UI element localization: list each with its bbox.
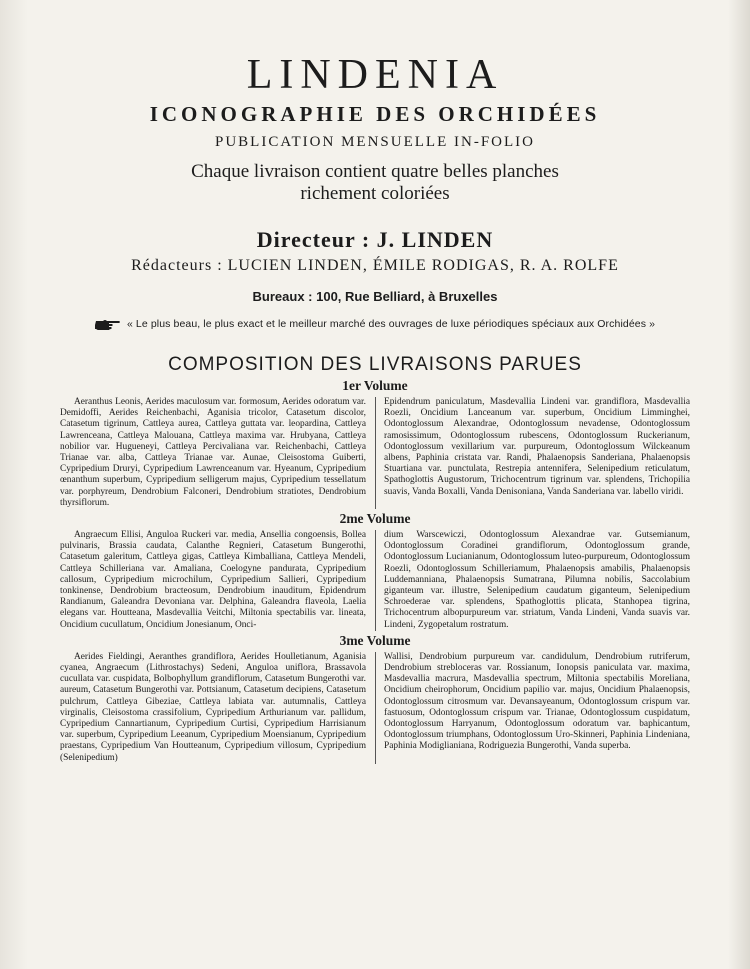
journal-subtitle: ICONOGRAPHIE DES ORCHIDÉES <box>149 102 601 126</box>
volume-1-left-text: Aeranthus Leonis, Aerides maculosum var. formosum, Aerides odoratum var. Demidoffi, Aerides Reichenbachi, Aganisia tricolor, Catasetum discolor, Catasetum tigrinum, Cattleya aurea, Cattleya guttata var. leopardina, Cattleya Lawrenceana, Cattleya Malouana, Cattleya maxima var. Hrubyana, Cattleya nobilior var. Hugueneyi, Cattleya Percivaliana var. Reichenbachi, Cattleya Trianae var. alba, Cattleya Trianae var. Aunae, Cleisostoma Guiberti, Cypripedium Druryi, Cypripedium Lawrenceanum var. Hyeanum, Cypripedium œnanthum superbum, Cypripedium selligerum majus, Cypripedium tessellatum var. porphyreum, Dendrobium Falconeri, Dendrobium stratiotes, Dendrobium thyrsiflorum. <box>60 397 366 508</box>
volume-2 <box>60 511 690 631</box>
volume-1-heading: 1er Volume <box>342 378 408 393</box>
volume-1-left-column <box>60 397 366 509</box>
volume-3-heading: 3me Volume <box>339 632 411 648</box>
volume-2-heading: 2me Volume <box>339 511 411 527</box>
volume-3-right-text: Wallisi, Dendrobium purpureum var. candidulum, Dendrobium rutriferum, Dendrobium strebloceras var. Rossianum, Ionopsis paniculata var. maxima, Masdevallia macrura, Masdevallia spectrum, Miltonia spectabilis Moreliana, Oncidium cheirophorum, Oncidium papilio var. majus, Oncidium Phalaenopsis, Odontoglossum citrosmum var. Devansayeanum, Odontoglossum crispum var. fastuosum, Odontoglossum crispum var. Trianae, Odontoglossum cuspidatum, Odontoglossum Harryanum, Odontoglossum odoratum var. baphicantum, Odontoglossum triumphans, Odontoglossum Uro-Skinneri, Paphinia Lindeniana, Paphinia Modiglianiana, Rodriguezia Bungerothi, Vanda superba. <box>384 651 690 752</box>
volume-1 <box>60 378 690 509</box>
pointing-hand-icon <box>95 318 121 330</box>
document-page <box>60 52 690 764</box>
volume-1-right-column <box>384 397 690 509</box>
volume-3-right-column <box>384 652 690 764</box>
volume-3-columns <box>60 652 690 764</box>
tagline <box>60 318 690 330</box>
description-line-1: Chaque livraison contient quatre belles planches <box>191 161 559 182</box>
scan-shadow-right <box>728 0 750 969</box>
volume-1-right-text: Epidendrum paniculatum, Masdevallia Lindeni var. grandiflora, Masdevallia Roezli, Oncidium Lanceanum var. superbum, Oncidium Limminghei, Odontoglossum Alexandrae, Odontoglossum nevadense, Odontoglossum ramosissimum, Odontoglossum rubescens, Odontoglossum Ruckerianum, Odontoglossum vexillarium var. purpureum, Odontoglossum Wilckeanum albens, Paphinia cristata var. Randi, Phalaenopsis Sanderiana, Phalaenopsis Stuartiana var. punctulata, Restrepia antennifera, Selenipedium reticulatum, Spathoglottis Augustorum, Trichocentrum tigrinum var. splendens, Trichopilia suavis, Vanda Boxalli, Vanda Denisoniana, Vanda Sanderiana var. labello viridi. <box>384 397 690 497</box>
composition-heading: COMPOSITION DES LIVRAISONS PARUES <box>168 354 582 375</box>
editors-line: Rédacteurs : LUCIEN LINDEN, ÉMILE RODIGAS, R. A. ROLFE <box>131 257 619 274</box>
volume-3-left-column <box>60 652 366 764</box>
volume-2-columns <box>60 530 690 631</box>
description-line-2: richement coloriées <box>300 183 450 204</box>
volume-2-left-column <box>60 530 366 631</box>
publication-line: PUBLICATION MENSUELLE IN-FOLIO <box>215 134 535 150</box>
volume-3-left-text: Aerides Fieldingi, Aeranthes grandiflora, Aerides Houlletianum, Aganisia cyanea, Angraecum (Lithrostachys) Sedeni, Anguloa uniflora, Brassavola cucullata var. cuspidata, Bolbophyllum grandiflorum, Catasetum Bungerothi var. aureum, Catasetum Bungerothi var. Pottsianum, Catasetum decipiens, Catasetum pulchrum, Cattleya Gibeziae, Cattleya labiata var. autumnalis, Cattleya virginalis, Cleisostoma crassifolium, Cypripedium Arthurianum var. pallidum, Cypripedium Cannartianum, Cypripedium Curtisi, Cypripedium Harrisianum var. superbum, Cypripedium Leeanum, Cypripedium Moensianum, Cypripedium praestans, Cypripedium Van Houtteanum, Cypripedium villosum, Cypripedium (Selenipedium) <box>60 651 366 763</box>
volume-1-columns <box>60 397 690 509</box>
journal-title: LINDENIA <box>246 52 504 98</box>
director-line: Directeur : J. LINDEN <box>256 227 494 252</box>
volume-2-right-column <box>384 530 690 631</box>
office-address: Bureaux : 100, Rue Belliard, à Bruxelles <box>252 289 498 304</box>
volume-2-right-text: dium Warscewiczi, Odontoglossum Alexandrae var. Gutsemianum, Odontoglossum Coradinei grandiflorum, Odontoglossum grande, Odontoglossum Lucianianum, Odontoglossum luteo-purpureum, Odontoglossum Roezli, Odontoglossum Schilleriamum, Phalaenopsis amabilis, Phalaenopsis Luddemanniana, Phalaenopsis Sumatrana, Pilumna nobilis, Saccolabium giganteum var. illustre, Selenipedium caudatum giganteum, Selenipedium Schroederae var. splendens, Spathoglottis plicata, Stanhopea tigrina, Trichocentrum albopurpureum var. striatum, Vanda Lindeni, Vanda suavis var. Lindeni, Zygopetalum rostratum. <box>384 530 690 630</box>
description-block <box>60 161 690 205</box>
volume-3 <box>60 633 690 764</box>
scan-shadow-left <box>0 0 28 969</box>
volume-2-left-text: Angraecum Ellisi, Anguloa Ruckeri var. media, Ansellia congoensis, Bollea pulvinaris, Brassia caudata, Calanthe Regnieri, Catasetum Bungerothi, Catasetum galeritum, Cattleya gigas, Cattleya Kimballiana, Cattleya Mendeli, Cattleya Schilleriana var. Amaliana, Coelogyne pandurata, Cypripedium callosum, Cypripedium microchilum, Cypripedium Sallieri, Cypripedium tonkinense, Dendrobium bracteosum, Dendrobium inauditum, Epidendrum Randianum, Galeandra Devoniana var. Delphina, Galeandra flaveola, Laelia elegans var. Houtteana, Masdevallia Veitchi, Miltonia spectabilis var. lineata, Oncidium cucullatum, Oncidium Jonesianum, Onci- <box>60 530 366 630</box>
tagline-text: « Le plus beau, le plus exact et le meilleur marché des ouvrages de luxe périodiques spéciaux aux Orchidées » <box>126 318 656 330</box>
